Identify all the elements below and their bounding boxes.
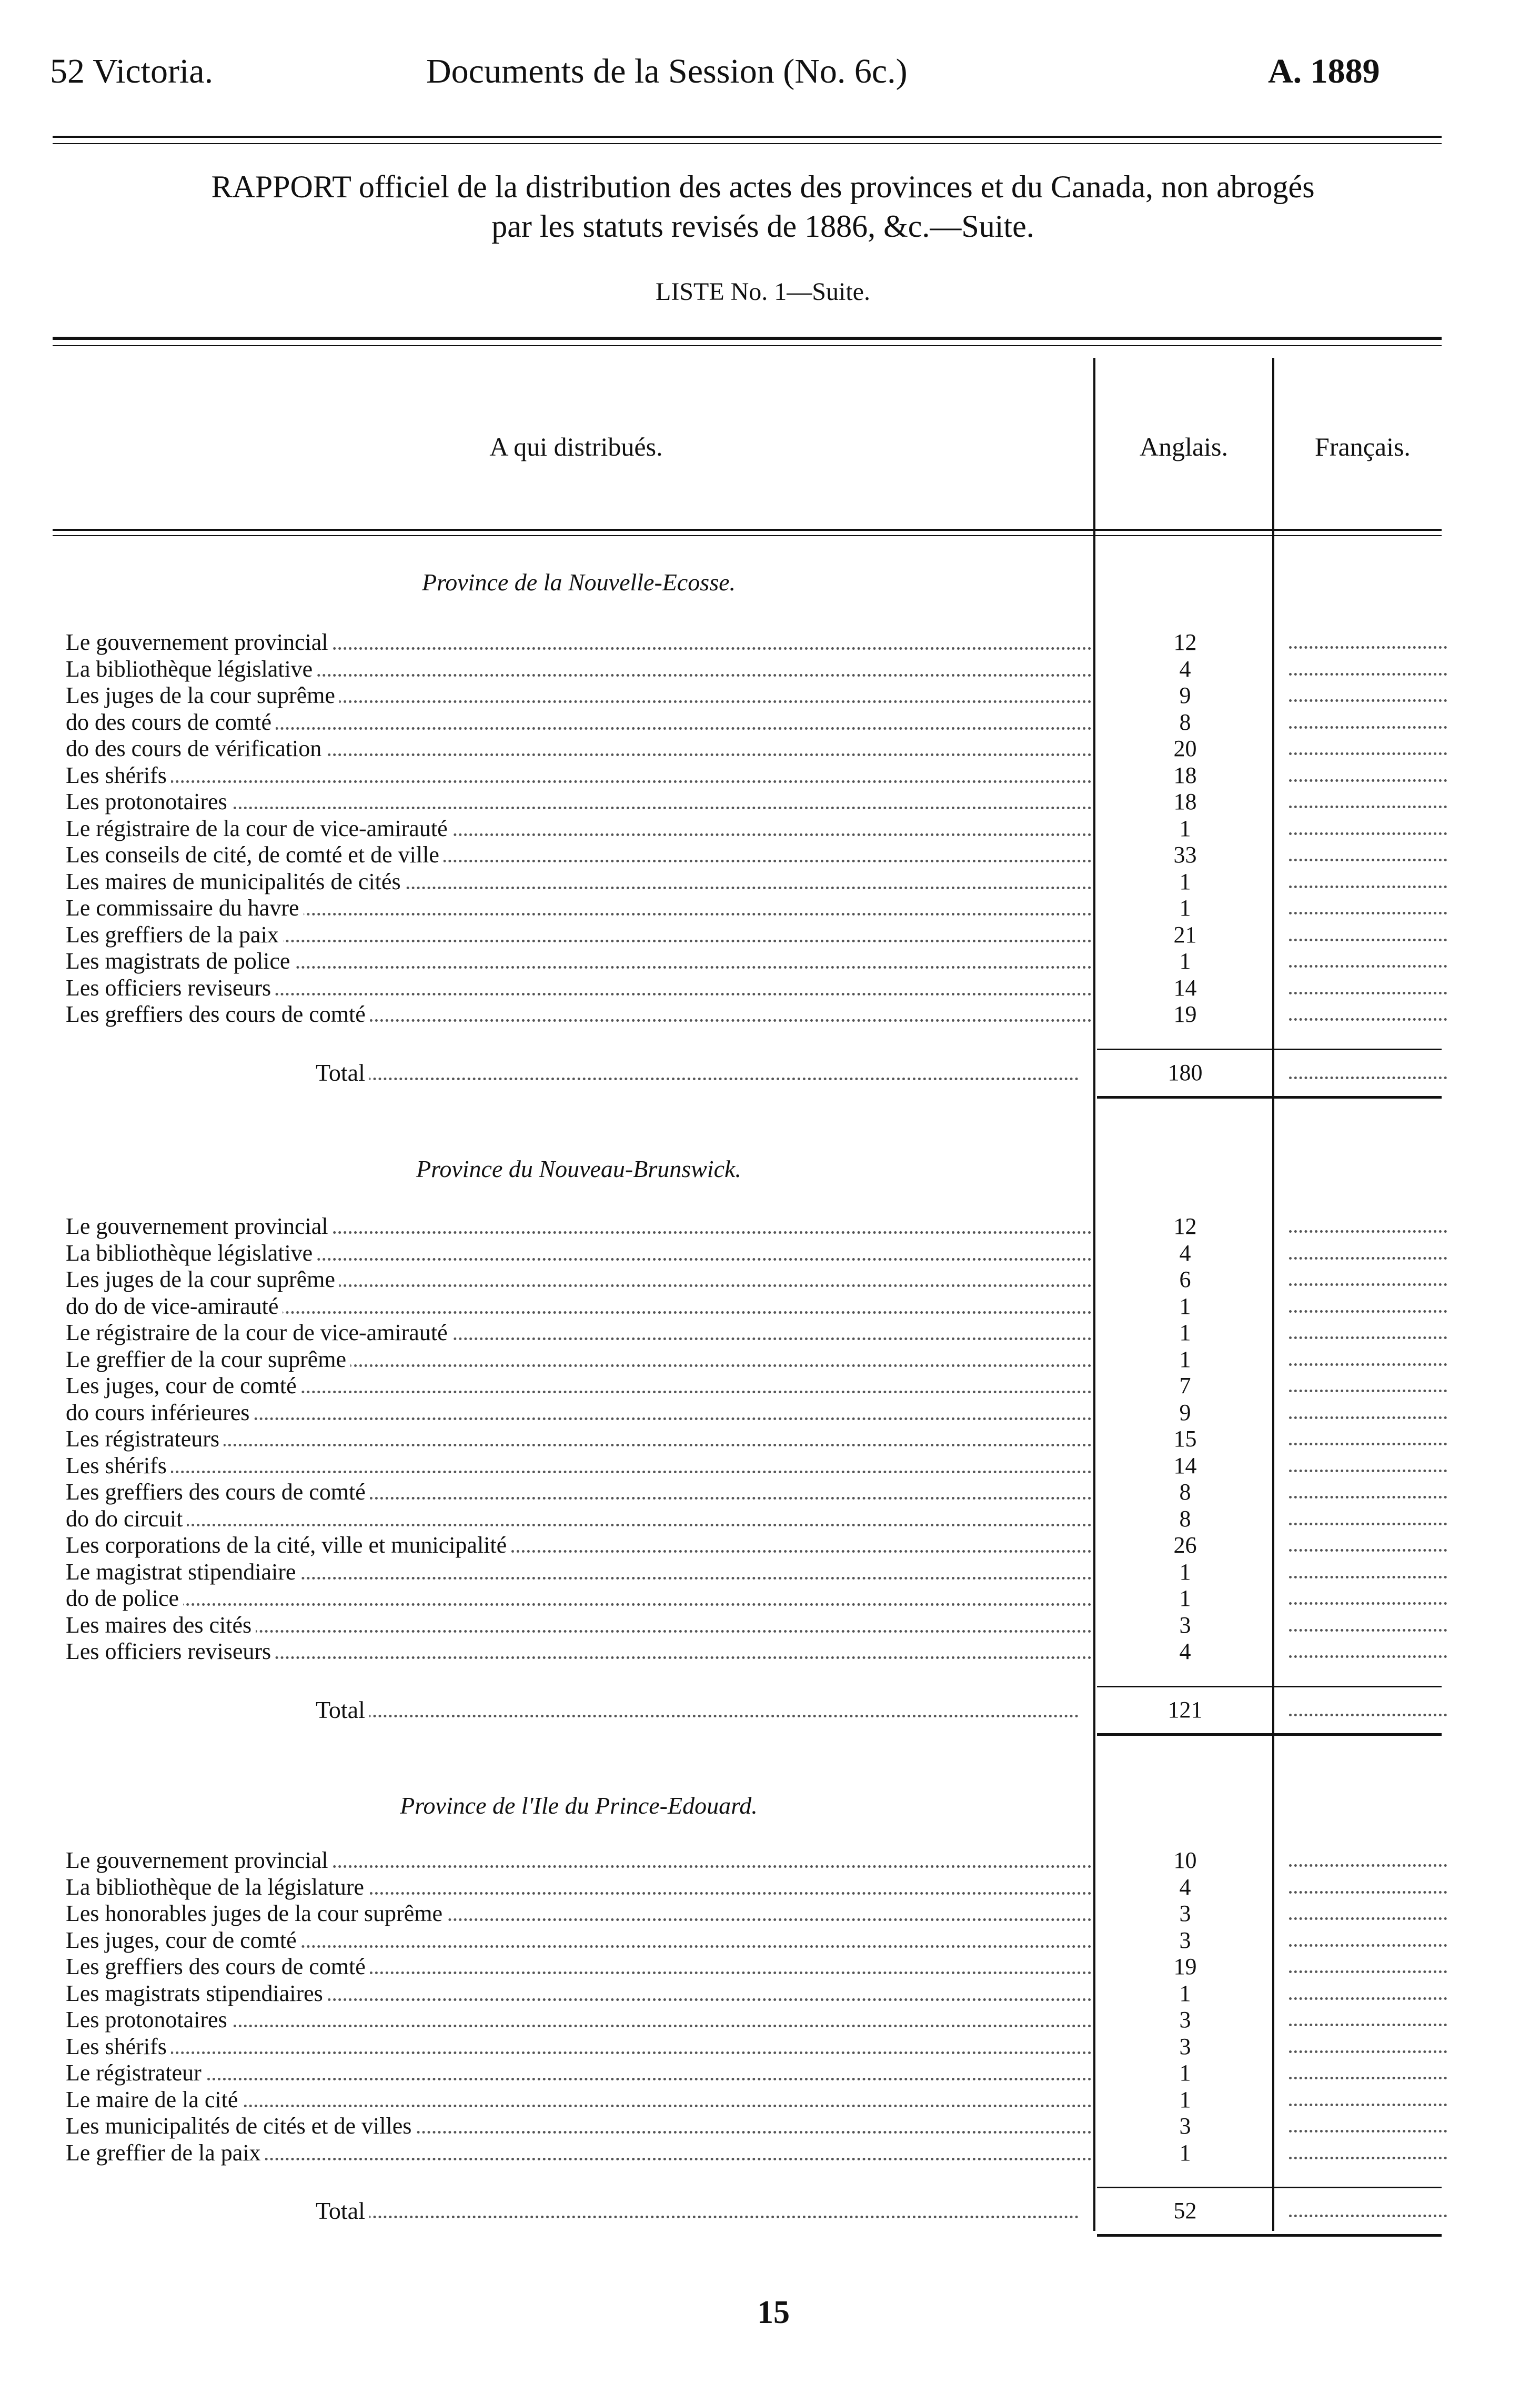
english-count: 9 <box>1179 682 1191 708</box>
table-row <box>66 1213 1097 1240</box>
leader-dots <box>1289 2157 1447 2159</box>
leader-dots <box>316 1078 1079 1080</box>
french-count-empty <box>1289 1900 1447 1927</box>
english-count: 19 <box>1173 1001 1197 1027</box>
french-count-empty <box>1289 1452 1447 1480</box>
table-row <box>66 1847 1097 1874</box>
leader-dots <box>1289 1944 1447 1947</box>
english-count: 1 <box>1179 948 1191 974</box>
total-row <box>316 1059 1084 1087</box>
column-divider-french <box>1272 358 1274 2231</box>
english-count: 1 <box>1179 816 1191 841</box>
table-row <box>66 1319 1097 1346</box>
leader-dots <box>1289 939 1447 941</box>
french-count-empty <box>1289 868 1447 896</box>
recipient-label: Les maires des cités <box>66 1612 256 1638</box>
table-row <box>66 1927 1097 1954</box>
english-count: 18 <box>1173 789 1197 814</box>
leader-dots <box>1289 1077 1447 1079</box>
section-title: Province de l'Ile du Prince-Edouard. <box>400 1792 758 1819</box>
recipient-label: Les greffiers de la paix <box>66 922 283 948</box>
total-label: Total <box>316 1059 369 1086</box>
total-label: Total <box>316 2197 369 2224</box>
leader-dots <box>1289 1470 1447 1472</box>
recipient-label: Les greffiers des cours de comté <box>66 1954 370 1979</box>
leader-dots <box>1289 726 1447 729</box>
french-count-empty <box>1289 1240 1447 1267</box>
total-rule-below <box>1097 2234 1442 2237</box>
english-count: 14 <box>1173 975 1197 1001</box>
french-count-empty <box>1289 1372 1447 1400</box>
table-top-rule <box>53 337 1442 340</box>
table-row <box>66 1612 1097 1639</box>
french-count-empty <box>1289 815 1447 842</box>
total-rule-above <box>1097 2187 1442 2188</box>
recipient-label: Les municipalités de cités et de villes <box>66 2113 416 2139</box>
leader-dots <box>1289 1257 1447 1260</box>
recipient-label: Le greffier de la paix <box>66 2140 265 2166</box>
english-count: 4 <box>1179 1638 1191 1664</box>
recipient-label: Les juges de la cour suprême <box>66 1266 339 1292</box>
leader-dots <box>66 2051 1092 2054</box>
table-row <box>66 868 1097 896</box>
section-title: Province de la Nouvelle-Ecosse. <box>421 569 736 596</box>
total-label: Total <box>316 1696 369 1723</box>
french-count-empty <box>1289 735 1447 762</box>
leader-dots <box>1289 1864 1447 1867</box>
recipient-label: Le gouvernement provincial <box>66 1847 332 1873</box>
leader-dots <box>1289 1997 1447 2000</box>
leader-dots <box>1289 1018 1447 1021</box>
table-top-rule-thin <box>53 345 1442 346</box>
table-row <box>66 656 1097 683</box>
leader-dots <box>1289 1549 1447 1552</box>
english-count: 8 <box>1179 1506 1191 1532</box>
leader-dots <box>1289 1363 1447 1366</box>
recipient-label: Les officiers reviseurs <box>66 975 275 1001</box>
english-count: 1 <box>1179 2087 1191 2113</box>
english-count: 1 <box>1179 895 1191 921</box>
total-rule-below <box>1097 1733 1442 1736</box>
recipient-label: Les magistrats stipendiaires <box>66 1980 327 2006</box>
english-count: 19 <box>1173 1954 1197 1979</box>
french-count-empty <box>1289 1980 1447 2007</box>
table-row <box>66 1505 1097 1533</box>
english-count: 1 <box>1179 1559 1191 1585</box>
leader-dots <box>66 1471 1092 1473</box>
table-row <box>66 2113 1097 2140</box>
recipient-label: Les shérifs <box>66 2034 171 2059</box>
leader-dots <box>316 2216 1079 2218</box>
english-count: 1 <box>1179 1346 1191 1372</box>
table-row <box>66 1399 1097 1426</box>
table-row <box>66 1874 1097 1901</box>
leader-dots <box>1289 1891 1447 1894</box>
total-rule-below <box>1097 1096 1442 1099</box>
leader-dots <box>1289 1230 1447 1233</box>
table-row <box>66 682 1097 709</box>
recipient-label: Les conseils de cité, de comté et de ville <box>66 842 444 868</box>
french-count-empty <box>1289 656 1447 683</box>
table-row <box>66 921 1097 949</box>
recipient-label: Les shérifs <box>66 762 171 788</box>
table-row <box>66 2086 1097 2114</box>
leader-dots <box>1289 779 1447 782</box>
recipient-label: do de police <box>66 1585 183 1611</box>
total-rule-above <box>1097 1049 1442 1050</box>
english-count: 14 <box>1173 1453 1197 1478</box>
recipient-label: Le gouvernement provincial <box>66 629 332 655</box>
leader-dots <box>1289 1714 1447 1716</box>
table-row <box>66 815 1097 842</box>
french-count-empty <box>1289 974 1447 1002</box>
table-row <box>66 762 1097 789</box>
list-title: LISTE No. 1—Suite. <box>656 278 870 306</box>
recipient-label: Les greffiers des cours de comté <box>66 1479 370 1505</box>
leader-dots <box>1289 1443 1447 1445</box>
french-count-empty <box>1289 1558 1447 1586</box>
french-count-empty <box>1289 921 1447 949</box>
header-volume: 52 Victoria. <box>50 52 214 90</box>
leader-dots <box>1289 2077 1447 2079</box>
table-row <box>66 841 1097 869</box>
recipient-label: Les régistrateurs <box>66 1426 224 1452</box>
english-count: 7 <box>1179 1373 1191 1399</box>
french-count-empty <box>1289 1293 1447 1320</box>
table-row <box>66 1372 1097 1400</box>
french-count-empty <box>1289 1638 1447 1665</box>
recipient-label: Le magistrat stipendiaire <box>66 1559 300 1585</box>
leader-dots <box>1289 965 1447 968</box>
french-count-empty <box>1289 629 1447 656</box>
leader-dots <box>1289 1416 1447 1419</box>
leader-dots <box>1289 673 1447 676</box>
french-count-empty <box>1289 1532 1447 1559</box>
leader-dots <box>1289 2050 1447 2053</box>
table-row <box>66 709 1097 736</box>
english-count: 9 <box>1179 1400 1191 1425</box>
recipient-label: Le régistraire de la cour de vice-amirauté <box>66 816 452 841</box>
total-french-empty <box>1289 2197 1447 2225</box>
french-count-empty <box>1289 1346 1447 1373</box>
english-count: 20 <box>1173 736 1197 761</box>
table-row <box>66 735 1097 762</box>
recipient-label: do des cours de vérification <box>66 736 326 761</box>
table-row <box>66 1346 1097 1373</box>
french-count-empty <box>1289 1266 1447 1293</box>
leader-dots <box>1289 1629 1447 1632</box>
leader-dots <box>1289 806 1447 808</box>
french-count-empty <box>1289 2086 1447 2114</box>
header-title: Documents de la Session (No. 6c.) <box>426 52 908 90</box>
recipient-label: Les juges de la cour suprême <box>66 682 339 708</box>
leader-dots <box>1289 859 1447 861</box>
french-count-empty <box>1289 948 1447 975</box>
english-count: 3 <box>1179 2034 1191 2059</box>
french-count-empty <box>1289 1847 1447 1874</box>
english-count: 8 <box>1179 709 1191 735</box>
french-count-empty <box>1289 894 1447 922</box>
table-row <box>66 1425 1097 1453</box>
leader-dots <box>1289 1336 1447 1339</box>
leader-dots <box>66 780 1092 783</box>
recipient-label: La bibliothèque législative <box>66 656 317 682</box>
header-rule-top <box>53 136 1442 138</box>
table-row <box>66 1266 1097 1293</box>
leader-dots <box>1289 1310 1447 1313</box>
english-count: 26 <box>1173 1532 1197 1558</box>
total-english-count: 121 <box>1167 1697 1203 1723</box>
english-count: 8 <box>1179 1479 1191 1505</box>
english-count: 1 <box>1179 1293 1191 1319</box>
header-rule-bottom <box>53 143 1442 144</box>
french-count-empty <box>1289 1585 1447 1612</box>
leader-dots <box>1289 2104 1447 2106</box>
table-row <box>66 974 1097 1002</box>
table-row <box>66 629 1097 656</box>
leader-dots <box>66 1524 1092 1526</box>
report-title: RAPPORT officiel de la distribution des actes des provinces et du Canada, non abrogés <box>211 169 1315 204</box>
header-year: A. 1889 <box>1268 52 1380 90</box>
recipient-label: do des cours de comté <box>66 709 276 735</box>
leader-dots <box>1289 886 1447 888</box>
recipient-label: Les juges, cour de comté <box>66 1373 301 1399</box>
recipient-label: Les maires de municipalités de cités <box>66 869 405 894</box>
leader-dots <box>1289 2215 1447 2217</box>
english-count: 1 <box>1179 2140 1191 2166</box>
leader-dots <box>1289 992 1447 994</box>
english-count: 1 <box>1179 869 1191 894</box>
leader-dots <box>1289 1917 1447 1920</box>
total-rule-above <box>1097 1686 1442 1687</box>
english-count: 1 <box>1179 2060 1191 2086</box>
leader-dots <box>1289 912 1447 914</box>
recipient-label: Les officiers reviseurs <box>66 1638 275 1664</box>
column-header-french: Français. <box>1315 432 1411 461</box>
english-count: 10 <box>1173 1847 1197 1873</box>
french-count-empty <box>1289 1319 1447 1346</box>
table-row <box>66 1452 1097 1480</box>
total-row <box>316 1696 1084 1724</box>
recipient-label: do do circuit <box>66 1506 187 1532</box>
english-count: 4 <box>1179 1240 1191 1266</box>
recipient-label: Les honorables juges de la cour suprême <box>66 1900 447 1926</box>
table-row <box>66 1900 1097 1927</box>
english-count: 3 <box>1179 1900 1191 1926</box>
total-english-count: 52 <box>1173 2198 1197 2224</box>
french-count-empty <box>1289 1953 1447 1980</box>
english-count: 1 <box>1179 1585 1191 1611</box>
english-count: 4 <box>1179 656 1191 682</box>
leader-dots <box>1289 1390 1447 1392</box>
leader-dots <box>1289 2024 1447 2026</box>
table-row <box>66 2033 1097 2060</box>
french-count-empty <box>1289 1425 1447 1453</box>
french-count-empty <box>1289 2113 1447 2140</box>
french-count-empty <box>1289 1399 1447 1426</box>
leader-dots <box>1289 1602 1447 1605</box>
total-french-empty <box>1289 1696 1447 1724</box>
recipient-label: Les juges, cour de comté <box>66 1927 301 1953</box>
french-count-empty <box>1289 709 1447 736</box>
table-row <box>66 2006 1097 2034</box>
french-count-empty <box>1289 2059 1447 2087</box>
french-count-empty <box>1289 841 1447 869</box>
french-count-empty <box>1289 1505 1447 1533</box>
english-count: 4 <box>1179 1874 1191 1900</box>
page-number: 15 <box>757 2295 790 2330</box>
french-count-empty <box>1289 1001 1447 1028</box>
table-row <box>66 1585 1097 1612</box>
table-row <box>66 2059 1097 2087</box>
leader-dots <box>1289 699 1447 702</box>
recipient-label: Les magistrats de police <box>66 948 294 974</box>
recipient-label: do cours inférieures <box>66 1400 254 1425</box>
recipient-label: Le greffier de la cour suprême <box>66 1346 350 1372</box>
recipient-label: Le régistraire de la cour de vice-amirauté <box>66 1320 452 1345</box>
english-count: 3 <box>1179 2113 1191 2139</box>
english-count: 1 <box>1179 1320 1191 1345</box>
recipient-label: Les greffiers des cours de comté <box>66 1001 370 1027</box>
leader-dots <box>1289 1655 1447 1658</box>
english-count: 1 <box>1179 1980 1191 2006</box>
french-count-empty <box>1289 1927 1447 1954</box>
french-count-empty <box>1289 2033 1447 2060</box>
french-count-empty <box>1289 1478 1447 1506</box>
recipient-label: do do de vice-amirauté <box>66 1293 283 1319</box>
table-row <box>66 948 1097 975</box>
english-count: 3 <box>1179 1927 1191 1953</box>
english-count: 21 <box>1173 922 1197 948</box>
recipient-label: Le régistrateur <box>66 2060 206 2086</box>
leader-dots <box>1289 1496 1447 1498</box>
section-title: Province du Nouveau-Brunswick. <box>416 1155 741 1182</box>
column-header-rule-thin <box>53 535 1442 536</box>
table-row <box>66 1240 1097 1267</box>
french-count-empty <box>1289 2006 1447 2034</box>
french-count-empty <box>1289 762 1447 789</box>
column-header-rule <box>53 529 1442 531</box>
table-row <box>66 1558 1097 1586</box>
recipient-label: Les protonotaires <box>66 789 231 814</box>
english-count: 12 <box>1173 629 1197 655</box>
leader-dots <box>1289 1283 1447 1286</box>
recipient-label: La bibliothèque de la législature <box>66 1874 368 1900</box>
recipient-label: Le maire de la cité <box>66 2087 242 2113</box>
english-count: 33 <box>1173 842 1197 868</box>
english-count: 3 <box>1179 1612 1191 1638</box>
recipient-label: Le commissaire du havre <box>66 895 304 921</box>
french-count-empty <box>1289 682 1447 709</box>
table-row <box>66 894 1097 922</box>
english-count: 12 <box>1173 1213 1197 1239</box>
leader-dots <box>1289 1970 1447 1973</box>
total-french-empty <box>1289 1059 1447 1087</box>
table-row <box>66 788 1097 816</box>
column-header-recipient: A qui distribués. <box>489 432 663 461</box>
french-count-empty <box>1289 1213 1447 1240</box>
recipient-label: Les shérifs <box>66 1453 171 1478</box>
leader-dots <box>1289 832 1447 835</box>
total-english-count: 180 <box>1167 1060 1203 1085</box>
english-count: 3 <box>1179 2007 1191 2033</box>
french-count-empty <box>1289 2139 1447 2167</box>
total-row <box>316 2197 1084 2225</box>
table-row <box>66 1638 1097 1665</box>
french-count-empty <box>1289 1612 1447 1639</box>
english-count: 6 <box>1179 1266 1191 1292</box>
report-title-continued: par les statuts revisés de 1886, &c.—Suite. <box>491 209 1034 244</box>
recipient-label: Les corporations de la cité, ville et municipalité <box>66 1532 511 1558</box>
recipient-label: Le gouvernement provincial <box>66 1213 332 1239</box>
leader-dots <box>1289 646 1447 649</box>
leader-dots <box>1289 2130 1447 2133</box>
leader-dots <box>1289 1523 1447 1525</box>
french-count-empty <box>1289 1874 1447 1901</box>
table-row <box>66 1478 1097 1506</box>
table-row <box>66 1293 1097 1320</box>
english-count: 18 <box>1173 762 1197 788</box>
leader-dots <box>316 1715 1079 1717</box>
leader-dots <box>66 1603 1092 1606</box>
table-row <box>66 1532 1097 1559</box>
english-count: 15 <box>1173 1426 1197 1452</box>
table-row <box>66 1980 1097 2007</box>
table-row <box>66 2139 1097 2167</box>
leader-dots <box>1289 1576 1447 1578</box>
recipient-label: La bibliothèque législative <box>66 1240 317 1266</box>
french-count-empty <box>1289 788 1447 816</box>
table-row <box>66 1001 1097 1028</box>
recipient-label: Les protonotaires <box>66 2007 231 2033</box>
table-row <box>66 1953 1097 1980</box>
column-header-english: Anglais. <box>1139 432 1229 461</box>
leader-dots <box>1289 752 1447 755</box>
leader-dots <box>66 2078 1092 2080</box>
